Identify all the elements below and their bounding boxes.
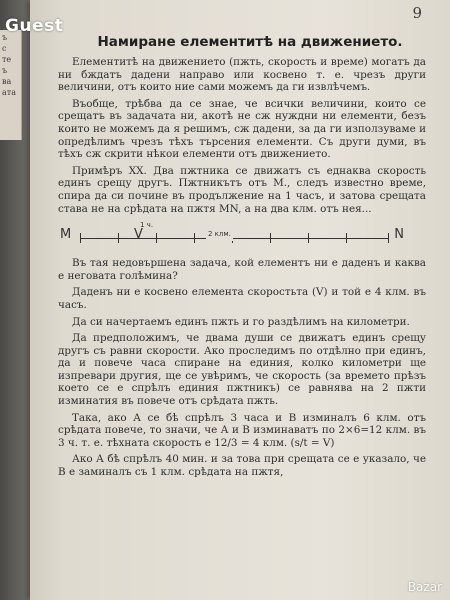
diagram-label-n: N <box>394 227 404 243</box>
diagram-tick <box>346 233 347 243</box>
paragraph: Елементитѣ на движението (пжть, скорость и време) могатъ да ни бждатъ дадени направо или косвено т. е. чрезъ други величини, отъ които ние сами можемъ да ги извлѣчемъ. <box>58 56 426 94</box>
diagram-tick <box>270 233 271 243</box>
diagram-tick <box>308 233 309 243</box>
bazar-logo-watermark: Bazar <box>407 580 442 594</box>
diagram-tick <box>388 233 389 243</box>
paragraph: Въ тая недовършена задача, кой елементъ ни е даденъ и каква е неговата голѣмина? <box>58 257 426 282</box>
page-heading: Намиране елементитѣ на движението. <box>97 34 403 50</box>
diagram-tick <box>118 233 119 243</box>
strip-line: ва <box>2 77 12 86</box>
diagram-label-v: V <box>134 227 143 243</box>
paragraph: Даденъ ни е косвено елемента скоростьта (V) и той е 4 клм. въ часъ. <box>58 286 426 311</box>
page-number: 9 <box>412 4 422 22</box>
strip-line: ъ <box>2 66 8 75</box>
diagram-label-km: 2 клм. <box>206 228 233 241</box>
paragraph: Да предположимъ, че двама души се движатъ единъ срещу другъ съ равни скорости. Ако проследимъ по отдѣлно при единъ, да и повече часа спиране на единия, колко километри ще изпревари другия, ще се увѣримъ, че скорость (за времето прѣзъ което се е спрѣлъ единия пжтникъ) се равнява на 2 пжти изминатия въ повече отъ срѣдата пжть. <box>58 332 426 408</box>
paragraph: Да си начертаемъ единъ пжть и го раздѣлимъ на километри. <box>72 315 410 328</box>
diagram-label-hour: 1 ч. <box>140 221 154 230</box>
paragraph: Ако А бѣ спрѣлъ 40 мин. и за това при срещата се е указало, че В е заминалъ съ 1 клм. срѣдата на пжтя, <box>58 453 426 479</box>
diagram-tick <box>80 233 81 243</box>
paragraph: Така, ако А се бѣ спрѣлъ 3 часа и В изминалъ 6 клм. отъ срѣдата повече, то значи, че А и В изминаватъ по 2×6=12 клм. въ 3 ч. т. е. тѣхната скорость е 12/3 = 4 клм. (s/t = V) <box>58 411 426 449</box>
paragraph: Въобще, трѣбва да се знае, че всички величини, които се срещатъ въ задачата ни, акотѣ не сж нуждни ни елементи, безъ които не можемъ да я решимъ, сж дадени, за да ги използуваме и опредѣлимъ чрезъ тѣхъ търсения елементи. Съ други думи, въ тѣхъ сж скрити нѣкои елементи отъ движението. <box>58 97 426 161</box>
paragraph: Примѣръ XX. Два пжтника се движатъ съ еднаква скорость единъ срещу другъ. Пжтникътъ отъ М., следъ известно време, спира да си почине въ продължение на 1 часъ, и затова срещата става не на срѣдата на пжтя MN, а на два клм. отъ нея... <box>58 164 426 215</box>
diagram-tick <box>194 233 195 243</box>
strip-line: с <box>2 44 7 53</box>
book-page <box>30 0 450 600</box>
strip-line: те <box>2 55 12 64</box>
strip-line: ъ <box>2 33 8 42</box>
guest-watermark: Guest <box>5 16 64 36</box>
strip-line: ата <box>2 88 16 97</box>
body-text <box>58 56 426 483</box>
diagram-tick <box>156 233 157 243</box>
diagram-path-line <box>80 238 388 239</box>
adjacent-page-strip <box>0 30 22 140</box>
path-diagram <box>58 219 426 251</box>
diagram-label-m: M <box>60 227 72 243</box>
